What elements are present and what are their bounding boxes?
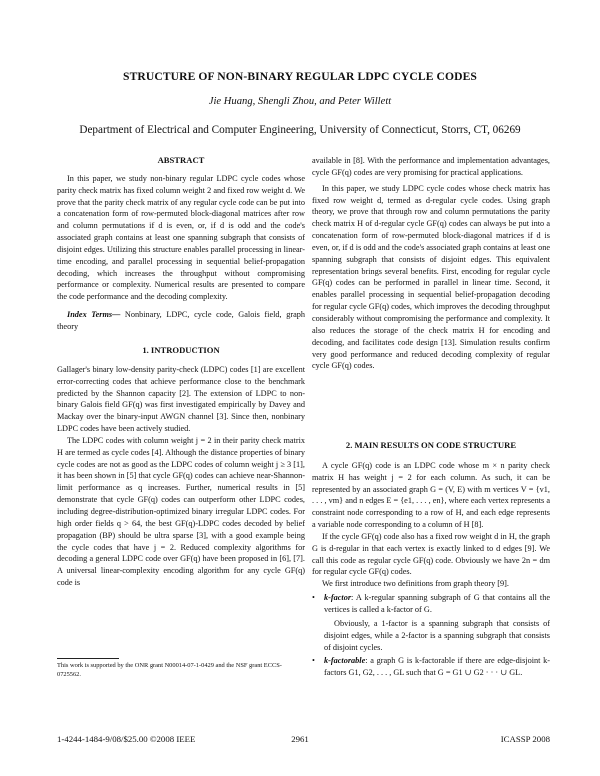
definition-text: : A k-regular spanning subgraph of G that contains all the vertices is called a k-factor of G. — [324, 593, 550, 614]
intro-paragraph-2: The LDPC codes with column weight j = 2 in their parity check matrix H are termed as cycle codes [4]. Although the distance properties of binary cycle codes are not as good as the LDPC codes of column weight j ≥ 3 [1], it has been shown in [5] that cycle GF(q) codes can achieve near-Shannon-limit performance as q increases. Further, numerical results in [5] demonstrate that cycle GF(q) codes can outperform other LDPC codes, including degree-distribution-optimized binary irregular LDPC codes. For high order fields q > 64, the best GF(q)-LDPC codes decoded by belief propagation (BP) should be ultra sparse [3], with a good example being the cycle codes that have j = 2. Reduced complexity algorithms for decoding a general LDPC code over GF(q) have been proposed in [6], [7]. A universal linear-complexity encoding algorithm for any cycle GF(q) code is — [57, 435, 305, 588]
paper-title: STRUCTURE OF NON-BINARY REGULAR LDPC CYCLE CODES — [123, 70, 477, 83]
intro-paragraph-1: Gallager's binary low-density parity-check (LDPC) codes [1] are excellent error-correcting codes that achieve performance close to the benchmark predicted by the Shannon capacity [2]. The extension of LDPC to non-binary Galois field GF(q) was first investigated empirically by Davey and Mackay over the binary-input AWGN channel [3]. Since then, nonbinary LDPC codes have been actively studied. — [57, 364, 305, 434]
footer-page-number: 2961 — [291, 734, 309, 744]
section-2-paragraph-1: A cycle GF(q) code is an LDPC code whose m × n parity check matrix H has weight j = 2 for each column. As such, it can be represented by an associated graph G = (V, E) with m vertices V = {v1, . . . , vm} and n edges E = {e1, . . . , en}, where each vertex represents a constraint node corresponding to a row of H, and each edge represents a variable node corresponding to a column of H [8]. — [312, 460, 550, 530]
intro-paragraph-3: available in [8]. With the performance and implementation advantages, cycle GF(q) codes are very promising for practical applications. — [312, 156, 550, 177]
intro-section — [57, 345, 305, 589]
paper-authors: Jie Huang, Shengli Zhou, and Peter Willett — [208, 96, 392, 107]
paper-affiliation: Department of Electrical and Computer Engineering, University of Connecticut, Storrs, CT, 06269 — [79, 124, 521, 136]
intro-paragraph-4: In this paper, we study LDPC cycle codes whose check matrix has fixed row weight d, termed as d-regular cycle codes. Using graph theory, we prove that through row and column permutations the parity check matrix H of d-regular cycle GF(q) codes can always be put into a concatenation form of row-permuted block-diagonal matrices if d is even, or, if d is odd and the code's associated graph contains at least one spanning subgraph that consists of disjoint edges. This equivalent representation brings several benefits. First, encoding for regular cycle GF(q) codes can be performed in parallel in linear time. Second, it enables parallel processing in sequential belief-propagation decoding for regular cycle GF(q) codes, which improves the decoding throughput considerably without compromising the performance and complexity. It also reduces the storage of the check matrix H for encoding and decoding, and facilitates code design [13]. Simulation results confirm very good performance and reduced decoding complexity of regular cycle GF(q) codes. — [312, 183, 550, 371]
definition-text: : a graph G is k-factorable if there are edge-disjoint k-factors G1, G2, . . . , GL such that G = G1 ∪ G2 · · · ∪ GL. — [324, 656, 550, 678]
definition-k-factorable — [312, 655, 550, 679]
bullet-icon: • — [312, 656, 315, 666]
section-2-paragraph-2: If the cycle GF(q) code also has a fixed row weight d in H, the graph G is d-regular in that each vertex is exactly linked to d edges [9]. We call this code as regular cycle GF(q) code. Obviously we have 2n = dm for regular cycle GF(q) codes. — [312, 531, 550, 577]
bullet-icon: • — [312, 593, 315, 603]
footer-copyright: 1-4244-1484-9/08/$25.00 ©2008 IEEE — [57, 734, 196, 744]
abstract-text: In this paper, we study non-binary regular LDPC cycle codes whose parity check matrix has fixed column weight 2 and fixed row weight d. We prove that the parity check matrix of any regular cycle code can be put into a concatenation form of row-permuted block-diagonal matrices after row and column permutations if d is even, or, if d is odd and the code's associated graph contains at least one spanning subgraph that consists of disjoint edges. Utilizing this structure enables parallel processing in linear-time encoding, and parallel processing in sequential belief-propagation decoding, which increases the throughput without compromising performance or complexity. Numerical results are presented to compare the code performance and the decoding complexity. — [57, 173, 305, 302]
index-terms-text: Nonbinary, LDPC, cycle code, Galois field, graph theory — [57, 310, 305, 331]
section-2-heading: 2. MAIN RESULTS ON CODE STRUCTURE — [345, 440, 517, 450]
footnote-rule — [57, 658, 119, 659]
index-terms-label: Index Terms— — [67, 310, 121, 320]
index-terms — [57, 309, 305, 333]
definition-k-factor — [312, 592, 550, 616]
definition-term: k-factor — [324, 593, 352, 603]
section-2 — [312, 440, 550, 679]
footer-conference: ICASSP 2008 — [500, 734, 550, 744]
footnote: This work is supported by the ONR grant N00014-07-1-0429 and the NSF grant ECCS-0725562. — [57, 662, 282, 678]
definition-remark: Obviously, a 1-factor is a spanning subgraph that consists of disjoint edges, while a 2-factor is a spanning subgraph that consists of disjoint cycles. — [324, 618, 550, 652]
abstract-section — [57, 155, 305, 333]
definition-term: k-factorable — [324, 656, 366, 666]
intro-continued — [312, 155, 550, 372]
intro-heading: 1. INTRODUCTION — [142, 345, 220, 355]
abstract-heading: ABSTRACT — [157, 155, 205, 165]
section-2-paragraph-3: We first introduce two definitions from graph theory [9]. — [322, 579, 509, 589]
